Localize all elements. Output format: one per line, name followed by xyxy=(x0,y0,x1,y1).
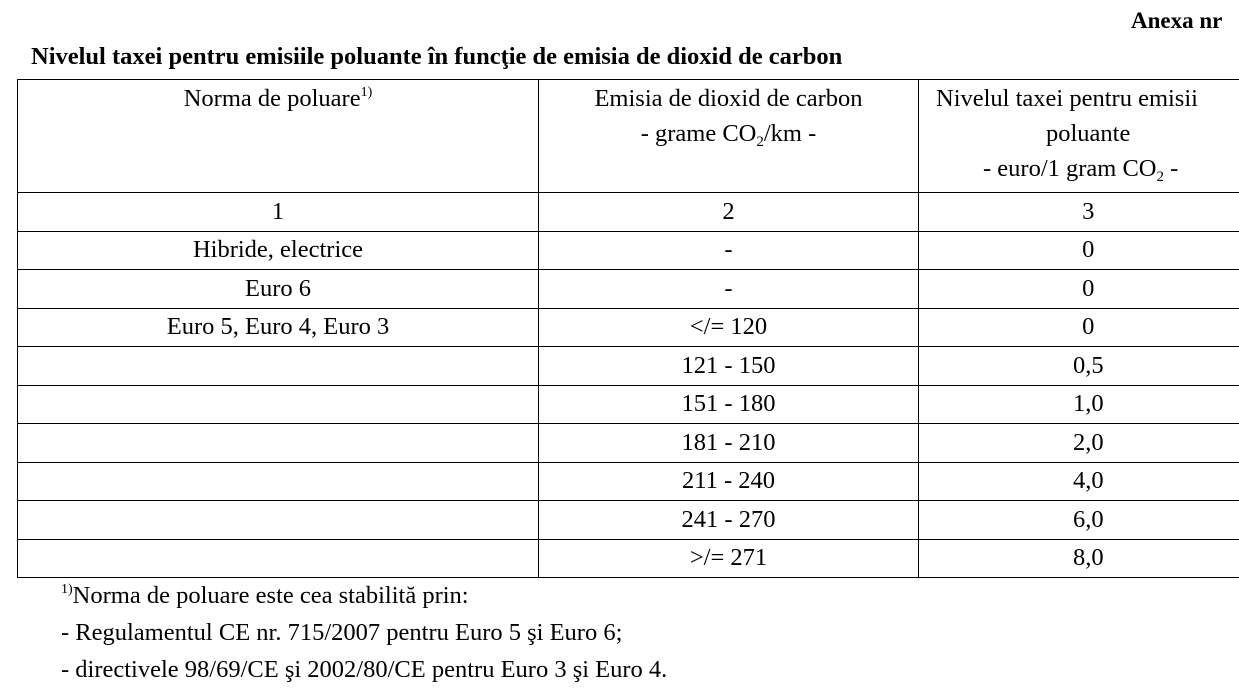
table-row xyxy=(18,347,1239,386)
emission-cell: 151 - 180 xyxy=(539,385,919,424)
emission-cell: 211 - 240 xyxy=(539,462,919,501)
tax-table xyxy=(17,79,1239,578)
footnote-line: $^{1)}$Norma de poluare este cea stabilită prin: xyxy=(61,582,469,609)
norm-cell xyxy=(18,501,539,540)
document-title: Nivelul taxei pentru emisiile poluante în funcţie de emisia de dioxid de carbon xyxy=(31,43,843,70)
tax-cell: 8,0 xyxy=(919,539,1239,578)
column-number: 3 xyxy=(919,193,1239,232)
column-number-row xyxy=(18,193,1239,232)
tax-cell: 6,0 xyxy=(919,501,1239,540)
table-row xyxy=(18,424,1239,463)
norm-cell xyxy=(18,539,539,578)
tax-cell: 4,0 xyxy=(919,462,1239,501)
norm-cell xyxy=(18,462,539,501)
tax-cell: 0 xyxy=(919,308,1239,347)
emission-cell: 181 - 210 xyxy=(539,424,919,463)
footnotes xyxy=(61,577,667,688)
header-row xyxy=(18,80,1239,193)
norm-cell: Hibride, electrice xyxy=(18,231,539,270)
tax-cell: 0 xyxy=(919,231,1239,270)
header-pollution-norm: Norma de poluare$^{1)}$ xyxy=(18,80,539,193)
emission-cell: 241 - 270 xyxy=(539,501,919,540)
tax-cell: 2,0 xyxy=(919,424,1239,463)
emission-cell: </= 120 xyxy=(539,308,919,347)
tax-cell: 1,0 xyxy=(919,385,1239,424)
norm-cell: Euro 6 xyxy=(18,270,539,309)
norm-cell: Euro 5, Euro 4, Euro 3 xyxy=(18,308,539,347)
column-number: 2 xyxy=(539,193,919,232)
header-co2-emission: Emisia de dioxid de carbon - grame $CO_2/km$ - xyxy=(539,80,919,193)
table-row xyxy=(18,539,1239,578)
column-number: 1 xyxy=(18,193,539,232)
footnote-line: - Regulamentul CE nr. 715/2007 pentru Euro 5 şi Euro 6; xyxy=(61,619,623,646)
emission-cell: - xyxy=(539,270,919,309)
emission-cell: - xyxy=(539,231,919,270)
norm-cell xyxy=(18,347,539,386)
emission-cell: 121 - 150 xyxy=(539,347,919,386)
emission-cell: >/= 271 xyxy=(539,539,919,578)
tax-cell: 0 xyxy=(919,270,1239,309)
footnote-marker: 1) xyxy=(360,85,373,100)
table-row xyxy=(18,501,1239,540)
table-row xyxy=(18,308,1239,347)
norm-cell xyxy=(18,424,539,463)
table-row xyxy=(18,462,1239,501)
annex-label: Anexa nr xyxy=(1131,8,1223,33)
norm-cell xyxy=(18,385,539,424)
header-tax-level: Nivelul taxei pentru emisii poluante - euro/1 gram $CO_2$ - xyxy=(919,80,1239,193)
tax-cell: 0,5 xyxy=(919,347,1239,386)
footnote-line: - directivele 98/69/CE şi 2002/80/CE pentru Euro 3 şi Euro 4. xyxy=(61,656,668,683)
footnote-marker: 1) xyxy=(61,582,73,597)
table-row xyxy=(18,270,1239,309)
table-row xyxy=(18,385,1239,424)
table-row xyxy=(18,231,1239,270)
